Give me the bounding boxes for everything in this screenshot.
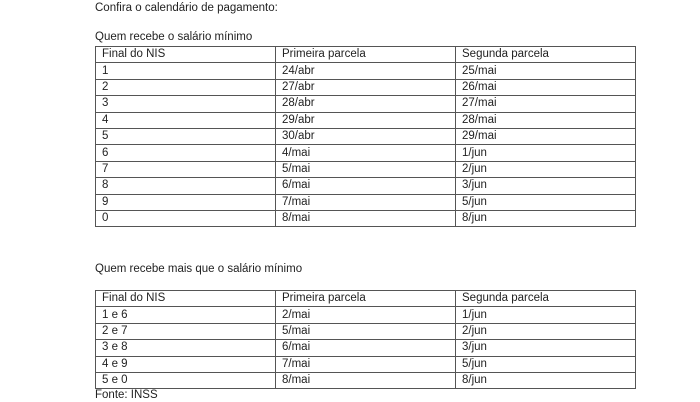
- table-row: [96, 323, 636, 339]
- minimum-wage-schedule-table: [95, 46, 636, 227]
- second-installment-cell: 2/jun: [456, 161, 636, 177]
- second-installment-cell: 5/jun: [456, 356, 636, 372]
- nis-cell: 3: [96, 96, 276, 112]
- first-installment-cell: 24/abr: [276, 63, 456, 79]
- nis-cell: 1: [96, 63, 276, 79]
- table-row: [96, 161, 636, 177]
- nis-cell: 4 e 9: [96, 356, 276, 372]
- header-cell: Primeira parcela: [276, 291, 456, 307]
- second-installment-cell: 3/jun: [456, 340, 636, 356]
- nis-cell: 8: [96, 178, 276, 194]
- table-row: [96, 63, 636, 79]
- second-installment-cell: 8/jun: [456, 210, 636, 226]
- first-installment-cell: 28/abr: [276, 96, 456, 112]
- first-installment-cell: 8/mai: [276, 372, 456, 388]
- table-header-row: [96, 291, 636, 307]
- header-cell: Final do NIS: [96, 47, 276, 63]
- above-minimum-wage-schedule-table: [95, 290, 636, 389]
- nis-cell: 9: [96, 194, 276, 210]
- table-row: [96, 307, 636, 323]
- nis-cell: 5: [96, 128, 276, 144]
- first-installment-cell: 30/abr: [276, 128, 456, 144]
- first-installment-cell: 4/mai: [276, 145, 456, 161]
- header-cell: Final do NIS: [96, 291, 276, 307]
- second-installment-cell: 5/jun: [456, 194, 636, 210]
- intro-text: Confira o calendário de pagamento:: [95, 2, 278, 14]
- nis-cell: 6: [96, 145, 276, 161]
- nis-cell: 5 e 0: [96, 372, 276, 388]
- first-installment-cell: 27/abr: [276, 79, 456, 95]
- first-installment-cell: 7/mai: [276, 194, 456, 210]
- first-installment-cell: 29/abr: [276, 112, 456, 128]
- nis-cell: 3 e 8: [96, 340, 276, 356]
- first-installment-cell: 2/mai: [276, 307, 456, 323]
- first-installment-cell: 8/mai: [276, 210, 456, 226]
- table-row: [96, 128, 636, 144]
- table-row: [96, 210, 636, 226]
- first-installment-cell: 7/mai: [276, 356, 456, 372]
- table1-caption: Quem recebe o salário mínimo: [95, 31, 253, 43]
- second-installment-cell: 26/mai: [456, 79, 636, 95]
- table-row: [96, 178, 636, 194]
- header-cell: Primeira parcela: [276, 47, 456, 63]
- table-row: [96, 356, 636, 372]
- table-row: [96, 194, 636, 210]
- second-installment-cell: 29/mai: [456, 128, 636, 144]
- second-installment-cell: 1/jun: [456, 145, 636, 161]
- header-cell: Segunda parcela: [456, 47, 636, 63]
- first-installment-cell: 6/mai: [276, 340, 456, 356]
- second-installment-cell: 28/mai: [456, 112, 636, 128]
- table-header-row: [96, 47, 636, 63]
- header-cell: Segunda parcela: [456, 291, 636, 307]
- nis-cell: 7: [96, 161, 276, 177]
- second-installment-cell: 3/jun: [456, 178, 636, 194]
- first-installment-cell: 5/mai: [276, 161, 456, 177]
- second-installment-cell: 25/mai: [456, 63, 636, 79]
- nis-cell: 0: [96, 210, 276, 226]
- table-row: [96, 79, 636, 95]
- table-row: [96, 340, 636, 356]
- second-installment-cell: 1/jun: [456, 307, 636, 323]
- table2-caption: Quem recebe mais que o salário mínimo: [95, 263, 303, 275]
- first-installment-cell: 5/mai: [276, 323, 456, 339]
- nis-cell: 1 e 6: [96, 307, 276, 323]
- nis-cell: 4: [96, 112, 276, 128]
- first-installment-cell: 6/mai: [276, 178, 456, 194]
- table-row: [96, 145, 636, 161]
- nis-cell: 2: [96, 79, 276, 95]
- table-row: [96, 372, 636, 388]
- second-installment-cell: 8/jun: [456, 372, 636, 388]
- nis-cell: 2 e 7: [96, 323, 276, 339]
- table-row: [96, 112, 636, 128]
- second-installment-cell: 2/jun: [456, 323, 636, 339]
- source-note: Fonte: INSS: [95, 389, 158, 401]
- second-installment-cell: 27/mai: [456, 96, 636, 112]
- table-row: [96, 96, 636, 112]
